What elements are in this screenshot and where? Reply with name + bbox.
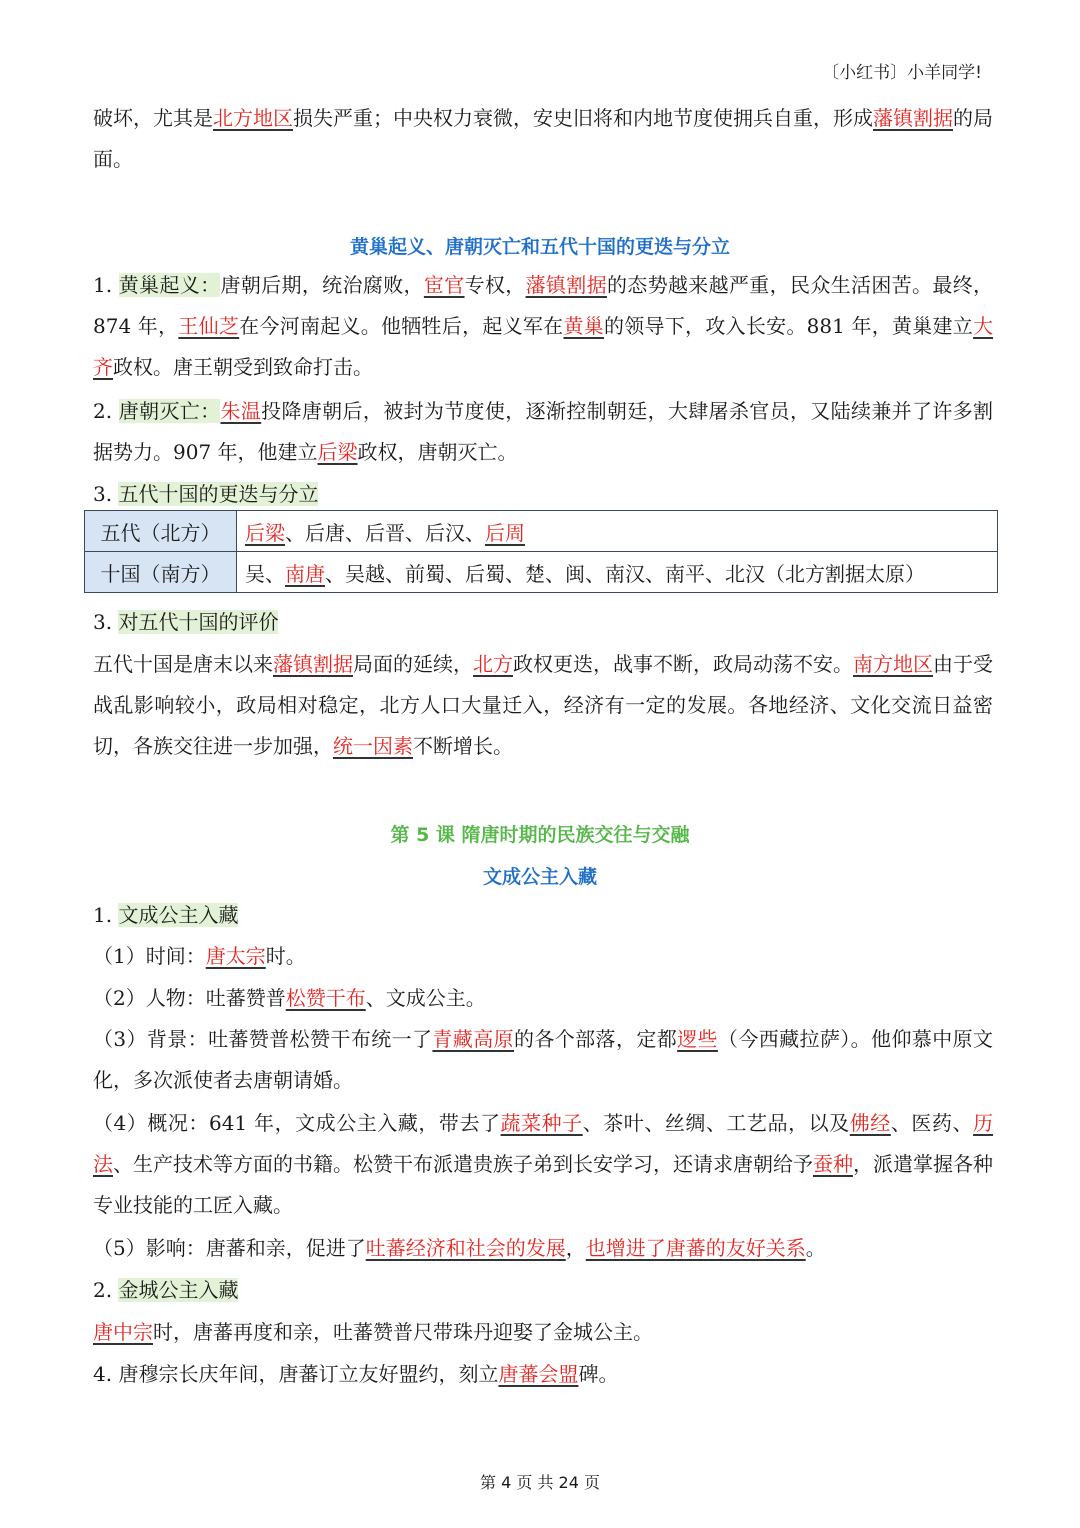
keyword: 藩镇割据: [873, 106, 953, 130]
item-evaluation-heading: 3. 对五代十国的评价: [93, 610, 279, 634]
paragraph-fanzhen: 破坏，尤其是北方地区损失严重；中央权力衰微，安史旧将和内地节度使拥兵自重，形成藩镇割据的局面。: [93, 106, 993, 171]
highlight-label: 黄巢起义：: [118, 273, 221, 297]
highlight-label: 金城公主入藏: [118, 1278, 239, 1302]
table-row: [85, 552, 998, 593]
table-head-cell: 五代（北方）: [85, 511, 237, 552]
dynasty-table: [84, 510, 998, 593]
item-impact: （5）影响：唐蕃和亲，促进了吐蕃经济和社会的发展，也增进了唐蕃的友好关系。: [93, 1236, 826, 1260]
table-cell: 吴、南唐、吴越、前蜀、后蜀、楚、闽、南汉、南平、北汉（北方割据太原）: [237, 552, 998, 593]
highlight-label: 对五代十国的评价: [118, 610, 279, 634]
highlight-label: 唐朝灭亡：: [118, 399, 221, 423]
section-heading: 黄巢起义、唐朝灭亡和五代十国的更迭与分立: [349, 236, 730, 258]
item-overview: （4）概况：641 年，文成公主入藏，带去了蔬菜种子、茶叶、丝绸、工艺品，以及佛经、医药、历法、生产技术等方面的书籍。松赞干布派遣贵族子弟到长安学习，还请求唐朝给予蚕种，派遣掌握各种专业技能的工匠入藏。: [93, 1111, 994, 1217]
paragraph-evaluation: 五代十国是唐末以来藩镇割据局面的延续，北方政权更迭，战事不断，政局动荡不安。南方地区由于受战乱影响较小，政局相对稳定，北方人口大量迁入，经济有一定的发展。各地经济、文化交流日益密切，各族交往进一步加强，统一因素不断增长。: [93, 652, 993, 758]
paragraph-tang-fall: 2. 唐朝灭亡：朱温投降唐朝后，被封为节度使，逐渐控制朝廷，大肆屠杀官员，又陆续兼并了许多割据势力。907 年，他建立后梁政权，唐朝灭亡。: [93, 399, 994, 464]
highlight-label: 文成公主入藏: [118, 903, 239, 927]
item-jincheng: 2. 金城公主入藏: [93, 1278, 239, 1302]
item-time: （1）时间：唐太宗时。: [93, 944, 306, 968]
item-zhongzong: 唐中宗时，唐蕃再度和亲，吐蕃赞普尺带珠丹迎娶了金城公主。: [93, 1320, 653, 1344]
item-people: （2）人物：吐蕃赞普松赞干布、文成公主。: [93, 986, 486, 1010]
page-footer: 第 4 页 共 24 页: [480, 1473, 600, 1492]
watermark: 〔小红书〕小羊同学!: [822, 63, 982, 83]
item-wencheng: 1. 文成公主入藏: [93, 903, 239, 927]
item-huimeng: 4. 唐穆宗长庆年间，唐蕃订立友好盟约，刻立唐蕃会盟碑。: [93, 1362, 619, 1386]
section-heading: 文成公主入藏: [482, 866, 597, 888]
table-cell: 后梁、后唐、后晋、后汉、后周: [237, 511, 998, 552]
paragraph-huangchao: 1. 黄巢起义：唐朝后期，统治腐败，宦官专权，藩镇割据的态势越来越严重，民众生活困苦。最终，874 年，王仙芝在今河南起义。他牺牲后，起义军在黄巢的领导下，攻入长安。881 年，黄巢建立大齐政权。唐王朝受到致命打击。: [93, 273, 994, 379]
table-row: [85, 511, 998, 552]
lesson-title: 第 5 课 隋唐时期的民族交往与交融: [390, 824, 690, 846]
item-background: （3）背景：吐蕃赞普松赞干布统一了青藏高原的各个部落，定都逻些（今西藏拉萨）。他仰慕中原文化，多次派使者去唐朝请婚。: [93, 1027, 994, 1092]
highlight-label: 五代十国的更迭与分立: [118, 482, 319, 506]
item-wudai-heading: 3. 五代十国的更迭与分立: [93, 482, 319, 506]
table-head-cell: 十国（南方）: [85, 552, 237, 593]
keyword: 北方地区: [213, 106, 293, 130]
